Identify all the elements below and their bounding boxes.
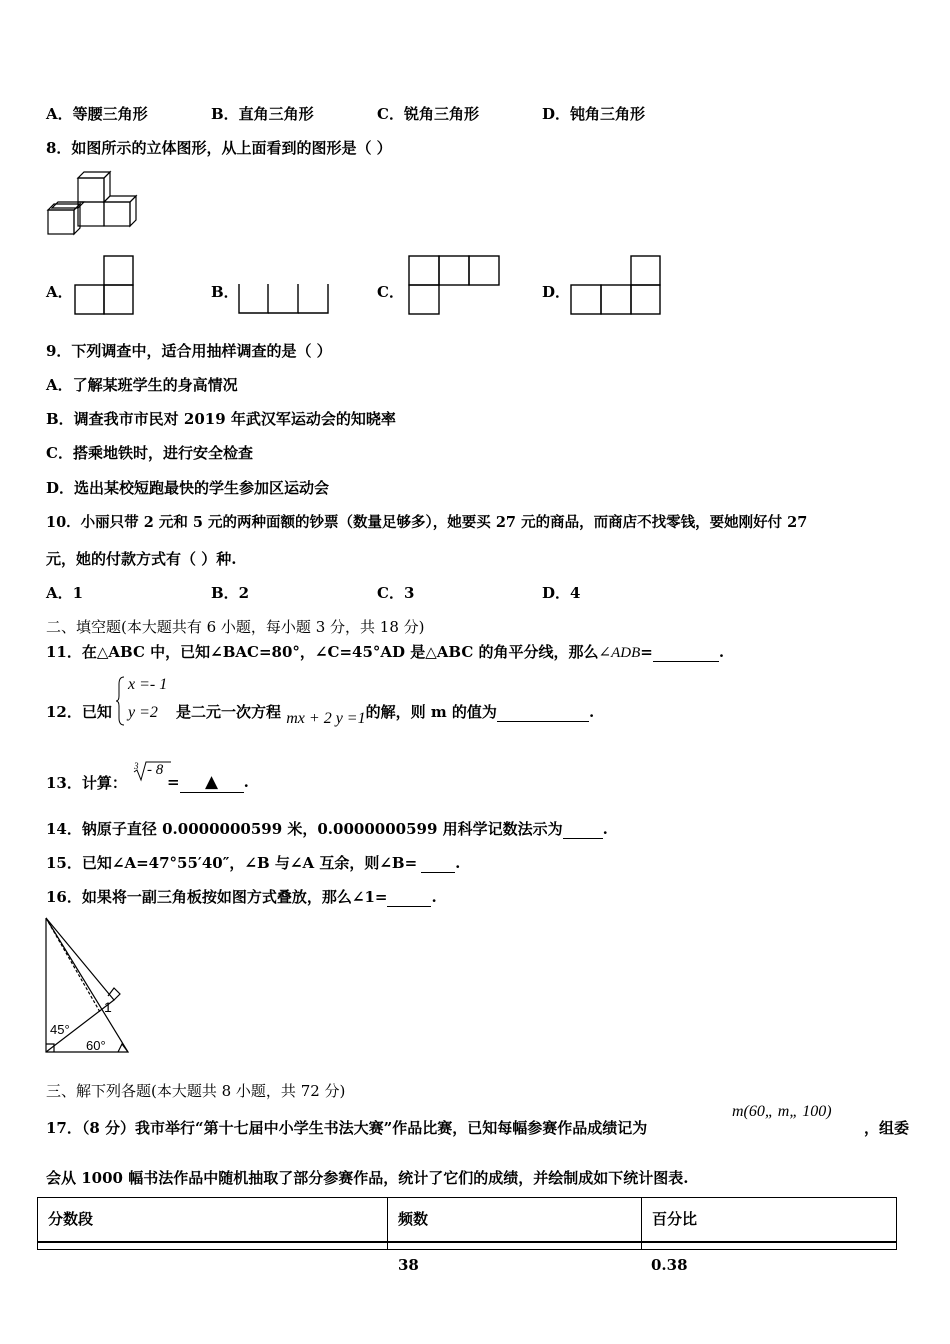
- q8-option-c-figure[interactable]: [408, 255, 500, 315]
- q16-answer-blank[interactable]: [387, 888, 431, 907]
- q11-angle: ∠ADB: [598, 645, 641, 661]
- section-3-heading: 三、解下列各题(本大题共 8 小题，共 72 分): [46, 1082, 346, 1100]
- q7-option-c[interactable]: C．锐角三角形: [377, 105, 479, 123]
- table-cell-frequency: 38: [398, 1256, 419, 1274]
- q8-option-a-label[interactable]: A．: [46, 283, 73, 301]
- q10-option-b[interactable]: B．2: [211, 584, 250, 602]
- table-header-cell: 百分比: [642, 1198, 897, 1242]
- q7-options: [0, 103, 950, 123]
- q12-brace: [116, 676, 126, 726]
- q14-end: .: [602, 820, 608, 838]
- q10-options: [0, 582, 950, 602]
- table-cell: [642, 1242, 897, 1250]
- table-cell: [388, 1242, 642, 1250]
- table-header-cell: 分数段: [38, 1198, 388, 1242]
- q8-option-d-figure[interactable]: [570, 255, 662, 315]
- q11-question: [46, 641, 724, 662]
- q13-root-index: 3: [134, 761, 139, 771]
- q11-eq: =: [640, 643, 653, 661]
- q10-option-c[interactable]: C．3: [377, 584, 415, 602]
- q8-option-d-label[interactable]: D．: [542, 283, 571, 301]
- q11-answer-blank[interactable]: [653, 643, 719, 662]
- q12-rest: [176, 701, 595, 727]
- q12-answer-blank[interactable]: [497, 703, 589, 722]
- q12-eq2: y =2: [128, 704, 158, 721]
- table-cell: [38, 1242, 388, 1250]
- q13-answer: [167, 772, 249, 793]
- q13-answer-blank[interactable]: [180, 772, 244, 793]
- q17-suffix: ，组委: [864, 1119, 910, 1137]
- q12-eq1: x =- 1: [128, 676, 168, 693]
- q12-mid: 是二元一次方程: [176, 703, 282, 721]
- q10-question-line2: 元，她的付款方式有（ ）种.: [46, 550, 237, 568]
- q15-text: 15．已知∠A=47°55′40″，∠B 与∠A 互余，则∠B=: [46, 854, 418, 872]
- q15-question: [46, 852, 460, 873]
- q12-prefix: 12．已知: [46, 703, 112, 721]
- q14-text: 14．钠原子直径 0.0000000599 米，0.0000000599 用科学记数法示为: [46, 820, 563, 838]
- q9-question: 9．下列调查中，适合用抽样调查的是（ ）: [46, 342, 332, 360]
- q16-question: [46, 886, 437, 907]
- section-2-heading: 二、填空题(本大题共有 6 小题，每小题 3 分，共 18 分): [46, 618, 425, 636]
- q8-option-a-figure[interactable]: [74, 255, 134, 315]
- q13-triangle: ▲: [205, 772, 219, 792]
- q17-expression: m(60„ m„ 100): [732, 1103, 832, 1120]
- q9-option-c[interactable]: C．搭乘地铁时，进行安全检查: [46, 444, 253, 462]
- q12-equation: mx + 2 y =1: [286, 710, 366, 727]
- q7-option-d[interactable]: D．钝角三角形: [542, 105, 646, 123]
- q12-suffix: 的解，则 m 的值为: [365, 703, 497, 721]
- table-row: [38, 1242, 897, 1250]
- q16-text: 16．如果将一副三角板按如图方式叠放，那么∠1=: [46, 888, 388, 906]
- q16-angle-1-label: 1: [104, 999, 112, 1015]
- table-cell-percent: 0.38: [651, 1256, 688, 1274]
- q9-option-b[interactable]: B．调查我市市民对 2019 年武汉军运动会的知晓率: [46, 410, 396, 428]
- q8-option-b-figure[interactable]: [238, 283, 330, 315]
- q11-end: .: [718, 643, 725, 661]
- q10-option-a[interactable]: A．1: [46, 584, 84, 602]
- q7-option-a[interactable]: A．等腰三角形: [46, 105, 148, 123]
- q13-end: .: [243, 773, 249, 791]
- q17-prefix: 17．（8 分）我市举行“第十七届中小学生书法大赛”作品比赛，已知每幅参赛作品成绩记为: [46, 1119, 648, 1137]
- q8-cube-figure: [44, 168, 140, 240]
- q14-answer-blank[interactable]: [563, 820, 603, 839]
- q8-option-c-label[interactable]: C．: [377, 283, 404, 301]
- q16-triangle-figure: [44, 916, 134, 1058]
- q15-answer-blank[interactable]: [421, 854, 455, 873]
- q16-angle-45-label: 45°: [50, 1022, 70, 1037]
- score-table: [37, 1197, 897, 1250]
- q16-angle-60-label: 60°: [86, 1038, 106, 1053]
- q13-prefix: 13．计算：: [46, 774, 127, 792]
- q7-option-b[interactable]: B．直角三角形: [211, 105, 314, 123]
- q15-end: .: [455, 854, 461, 872]
- q9-option-a[interactable]: A．了解某班学生的身高情况: [46, 376, 238, 394]
- q16-end: .: [431, 888, 437, 906]
- table-header-row: [38, 1198, 897, 1242]
- q14-question: [46, 818, 608, 839]
- q17-line2: 会从 1000 幅书法作品中随机抽取了部分参赛作品，统计了它们的成绩，并绘制成如下统计图表.: [46, 1169, 689, 1187]
- q10-question-line1: 10．小丽只带 2 元和 5 元的两种面额的钞票（数量足够多），她要买 27 元的商品，而商店不找零钱，要她刚好付 27: [46, 514, 808, 531]
- q12-end: .: [588, 703, 595, 721]
- q13-eq: =: [167, 773, 180, 791]
- q9-option-d[interactable]: D．选出某校短跑最快的学生参加区运动会: [46, 479, 330, 497]
- q11-text: 11．在△ABC 中，已知∠BAC=80°，∠C=45°AD 是△ABC 的角平分线，那么: [46, 643, 599, 661]
- q10-option-d[interactable]: D．4: [542, 584, 581, 602]
- q8-question: 8．如图所示的立体图形，从上面看到的图形是（ ）: [46, 139, 392, 157]
- table-header-cell: 频数: [388, 1198, 642, 1242]
- q8-option-b-label[interactable]: B．: [211, 283, 239, 301]
- q13-radicand: - 8: [147, 762, 164, 778]
